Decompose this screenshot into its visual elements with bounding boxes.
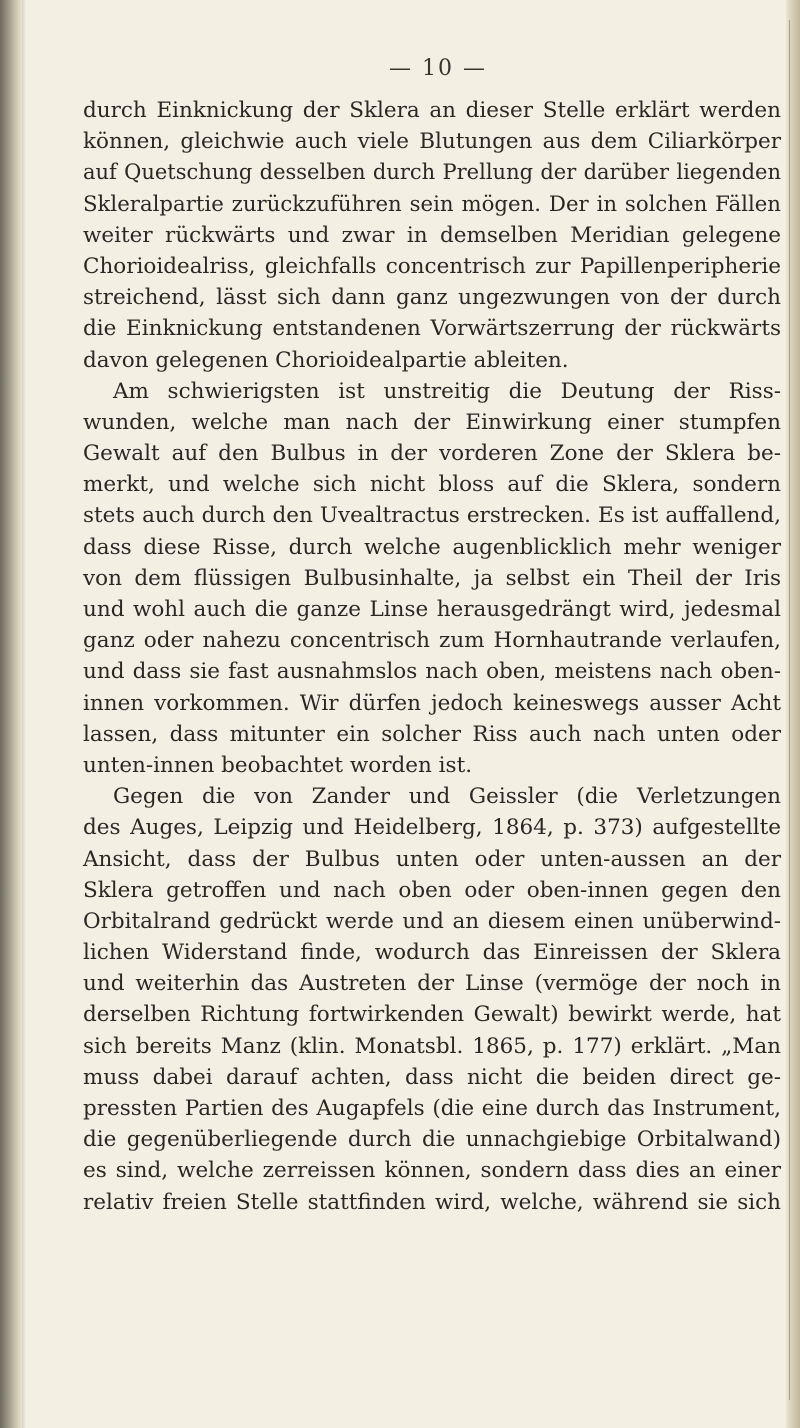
text-line: relativ freien Stelle stattfinden wird, welche, während sie sich xyxy=(83,1189,781,1215)
text-line: dass diese Risse, durch welche augenblicklich mehr weniger xyxy=(83,534,781,560)
page-stack-edge xyxy=(786,0,800,1428)
text-line: lassen, dass mitunter ein solcher Riss auch nach unten oder xyxy=(83,721,781,747)
text-line: es sind, welche zerreissen können, sondern dass dies an einer xyxy=(83,1158,781,1184)
text-line: Gegen die von Zander und Geissler (die Verletzungen xyxy=(113,784,781,810)
text-line: streichend, lässt sich dann ganz ungezwungen von der durch xyxy=(83,285,781,311)
text-line: Ansicht, dass der Bulbus unten oder unten-aussen an der xyxy=(83,846,781,872)
book-page xyxy=(83,55,781,1218)
text-line: Chorioidealriss, gleichfalls concentrisch zur Papillenperipherie xyxy=(83,253,781,279)
text-line: weiter rückwärts und zwar in demselben Meridian gelegene xyxy=(83,222,781,248)
text-line: die gegenüberliegende durch die unnachgiebige Orbitalwand) xyxy=(83,1127,781,1153)
text-line: auf Quetschung desselben durch Prellung der darüber liegenden xyxy=(83,160,781,185)
text-line: können, gleichwie auch viele Blutungen aus dem Ciliarkörper xyxy=(83,129,781,155)
text-line: die Einknickung entstandenen Vorwärtszerrung der rückwärts xyxy=(83,316,781,342)
text-line: merkt, und welche sich nicht bloss auf die Sklera, sondern xyxy=(83,472,781,498)
text-line: Gewalt auf den Bulbus in der vorderen Zone der Sklera be- xyxy=(83,441,781,467)
book-binding-edge xyxy=(0,0,22,1428)
text-line: innen vorkommen. Wir dürfen jedoch keineswegs ausser Acht xyxy=(83,690,781,716)
body-text xyxy=(83,95,781,1218)
text-line: unten-innen beobachtet worden ist. xyxy=(83,752,473,778)
text-line: lichen Widerstand finde, wodurch das Einreissen der Sklera xyxy=(83,940,781,966)
page-number: — 10 — xyxy=(389,56,487,81)
text-line: Am schwierigsten ist unstreitig die Deutung der Riss- xyxy=(113,378,781,404)
text-line: wunden, welche man nach der Einwirkung einer stumpfen xyxy=(83,409,781,435)
text-line: muss dabei darauf achten, dass nicht die beiden direct ge- xyxy=(83,1064,781,1090)
text-line: und dass sie fast ausnahmslos nach oben, meistens nach oben- xyxy=(83,659,781,685)
text-line: derselben Richtung fortwirkenden Gewalt) bewirkt werde, hat xyxy=(83,1002,781,1028)
text-line: durch Einknickung der Sklera an dieser Stelle erklärt werden xyxy=(83,98,781,123)
text-line: und wohl auch die ganze Linse herausgedrängt wird, jedesmal xyxy=(83,597,781,622)
text-line: sich bereits Manz (klin. Monatsbl. 1865, p. 177) erklärt. „Man xyxy=(83,1033,781,1059)
text-line: ganz oder nahezu concentrisch zum Hornhautrande verlaufen, xyxy=(83,628,781,654)
text-line: des Auges, Leipzig und Heidelberg, 1864, p. 373) aufgestellte xyxy=(83,815,781,841)
text-line: stets auch durch den Uvealtractus erstrecken. Es ist auffallend, xyxy=(83,503,781,529)
text-line: Sklera getroffen und nach oben oder oben-innen gegen den xyxy=(83,877,781,903)
text-line: davon gelegenen Chorioidealpartie ableiten. xyxy=(83,347,569,373)
text-line: Skleralpartie zurückzuführen sein mögen. Der in solchen Fällen xyxy=(83,191,781,217)
text-line: pressten Partien des Augapfels (die eine durch das Instrument, xyxy=(83,1096,781,1121)
text-line: Orbitalrand gedrückt werde und an diesem einen unüberwind- xyxy=(83,908,781,934)
text-line: und weiterhin das Austreten der Linse (vermöge der noch in xyxy=(83,971,781,997)
text-line: von dem flüssigen Bulbusinhalte, ja selbst ein Theil der Iris xyxy=(83,565,781,591)
